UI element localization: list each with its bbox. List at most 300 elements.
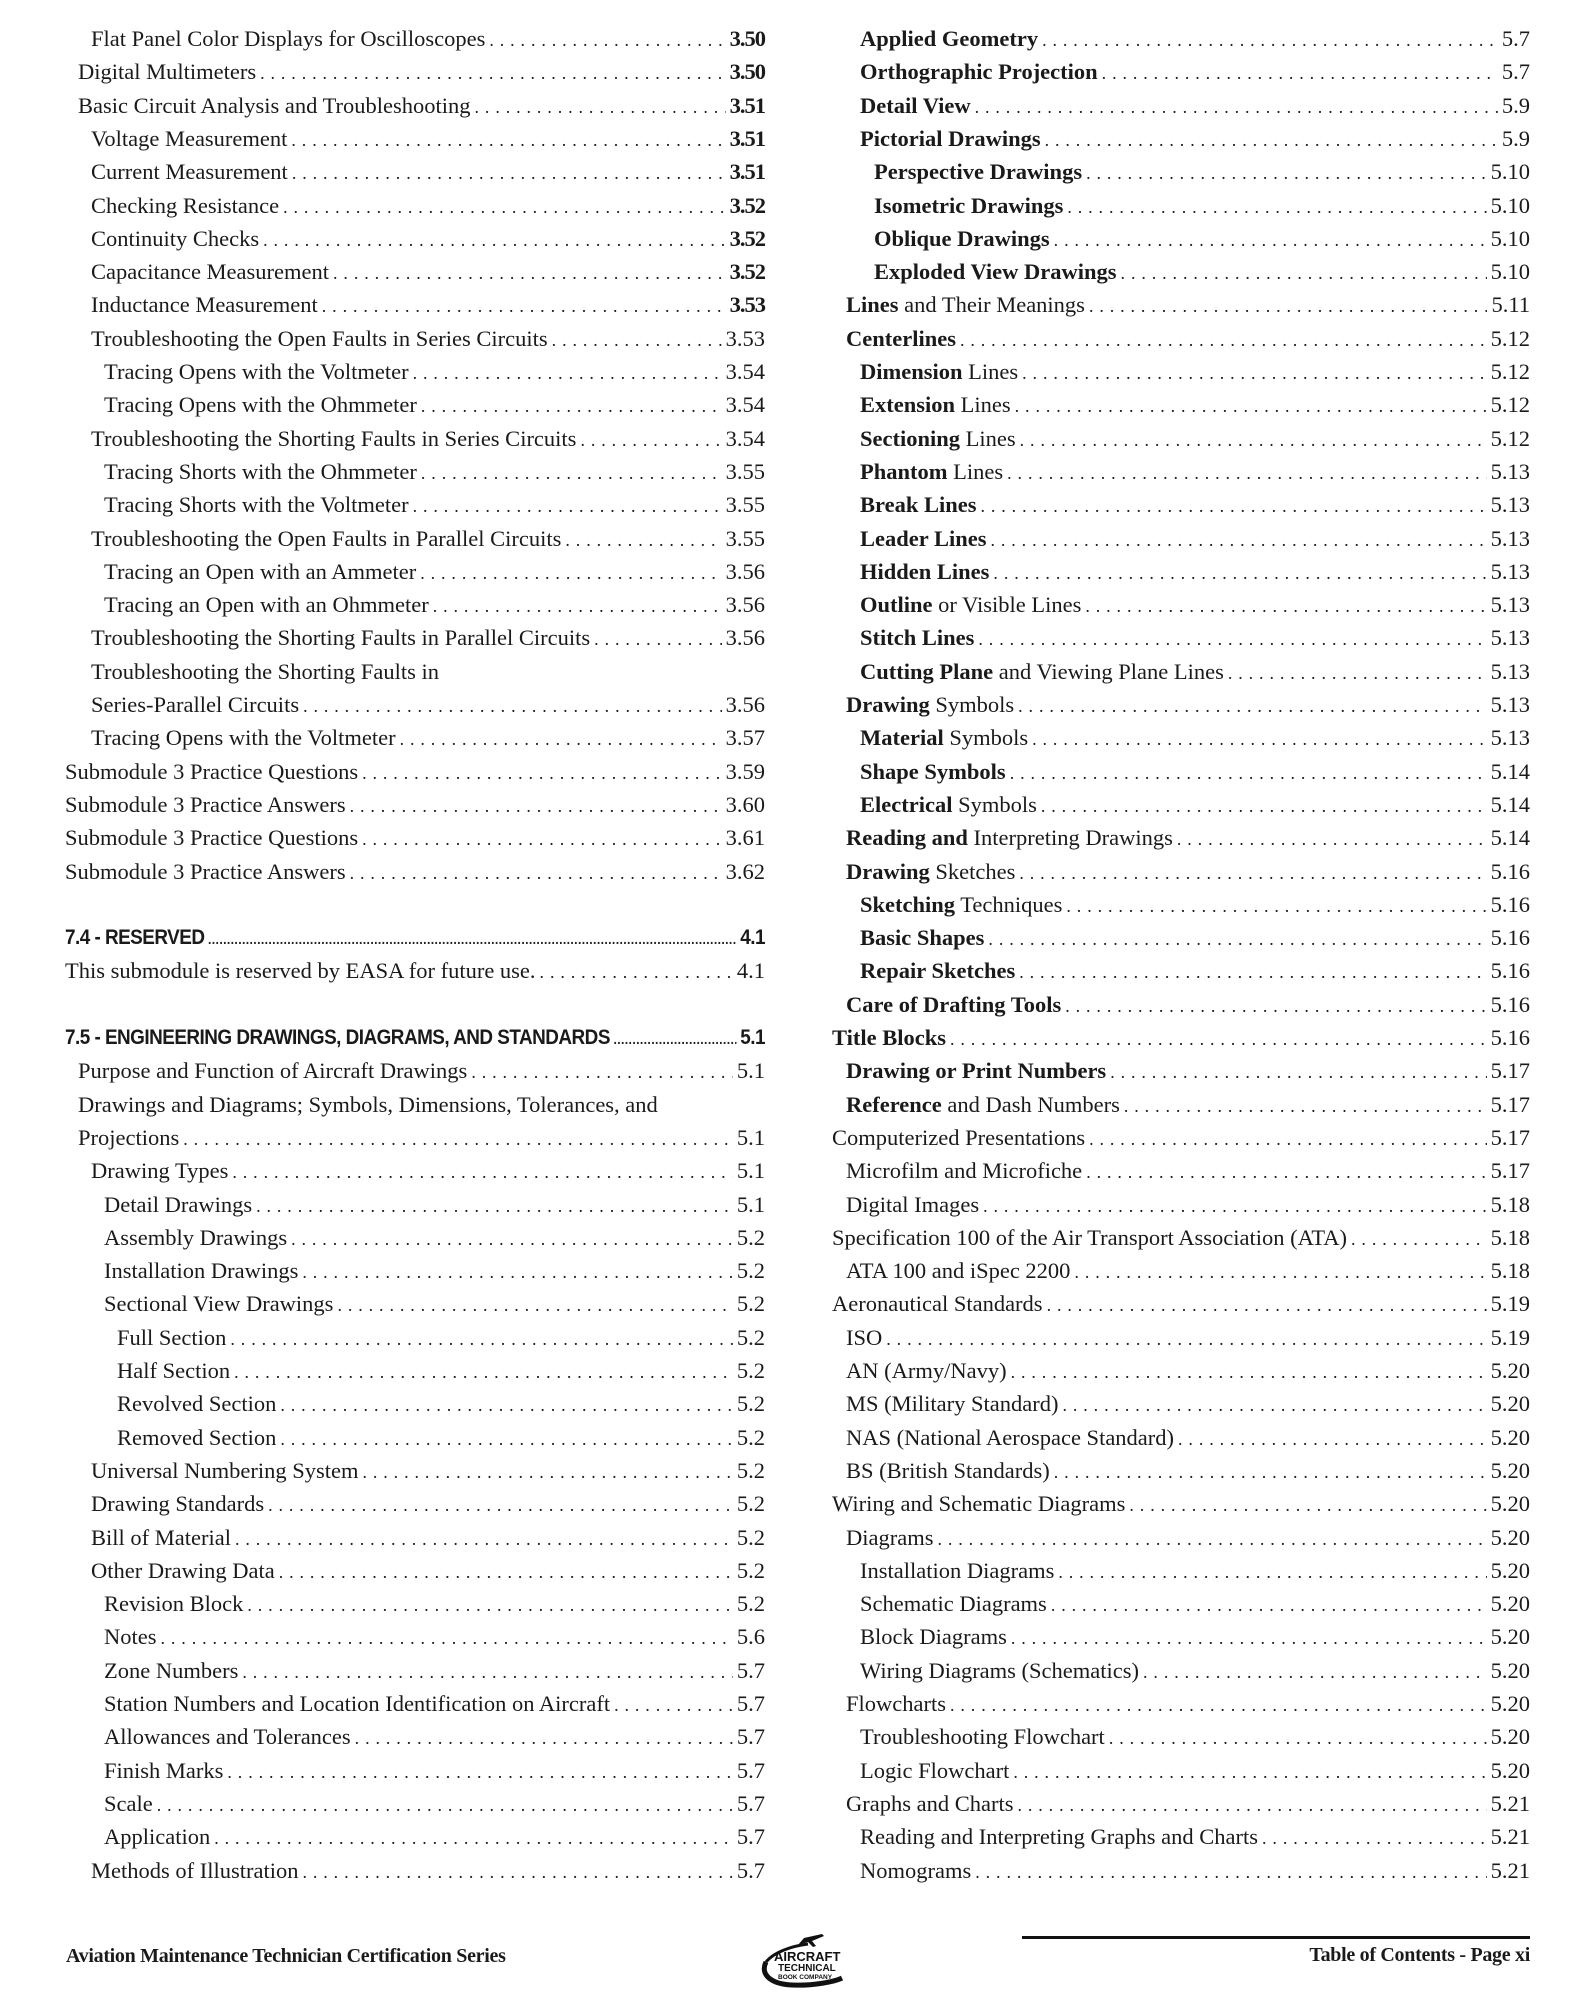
dot-leader [988, 923, 1486, 956]
dot-leader [362, 757, 722, 790]
toc-entry-title: Tracing an Open with an Ammeter [104, 558, 417, 584]
dot-leader [1022, 357, 1486, 390]
toc-page-number: 5.1 [740, 1025, 765, 1049]
toc-entry[interactable] [117, 1387, 765, 1420]
toc-page-number: 5.13 [1490, 658, 1530, 684]
toc-entry-title: 7.5 - ENGINEERING DRAWINGS, DIAGRAMS, AND STANDARDS [65, 1025, 610, 1049]
toc-entry[interactable] [104, 1787, 765, 1820]
dot-leader [993, 557, 1486, 590]
dot-leader [1086, 1156, 1486, 1189]
toc-page-number: 3.61 [725, 825, 765, 851]
toc-page-number: 5.13 [1490, 692, 1530, 717]
toc-page-number: 5.17 [1490, 1091, 1530, 1117]
toc-entry[interactable] [860, 89, 1530, 122]
toc-entry-title: This submodule is reserved by EASA for future use. [65, 958, 536, 984]
dot-leader [291, 124, 725, 157]
toc-entry[interactable] [846, 1421, 1530, 1454]
toc-entry-title: Revolved Section [117, 1391, 277, 1417]
toc-entry-title [846, 1254, 1070, 1287]
toc-page-number: 5.20 [1490, 1724, 1530, 1750]
toc-entry[interactable] [65, 788, 765, 821]
toc-entry[interactable] [860, 1554, 1530, 1587]
toc-entry[interactable] [78, 1088, 765, 1121]
toc-entry-title-bold: Oblique Drawings [874, 225, 1050, 251]
toc-entry[interactable] [104, 1720, 765, 1753]
dot-leader [1109, 1722, 1487, 1755]
toc-page-number: 5.20 [1490, 1491, 1530, 1517]
toc-entry-title [860, 1754, 1009, 1787]
toc-entry[interactable] [860, 621, 1530, 654]
toc-page-number: 5.7 [736, 1790, 765, 1816]
toc-section-heading[interactable] [65, 1021, 765, 1054]
toc-page-number: 5.1 [736, 1191, 765, 1217]
toc-entry-title [860, 422, 1016, 455]
dot-leader [279, 1556, 733, 1589]
toc-page-number: 3.54 [725, 359, 765, 384]
toc-entry[interactable] [91, 621, 765, 654]
toc-entry[interactable] [65, 821, 765, 854]
toc-entry[interactable] [860, 122, 1530, 155]
toc-entry[interactable] [91, 721, 765, 754]
toc-entry-title-rest: Lines [960, 425, 1016, 451]
toc-entry-title-rest: Wiring Diagrams (Schematics) [860, 1657, 1140, 1683]
toc-entry-title-bold: Shape Symbols [860, 758, 1006, 784]
toc-entry-title [874, 255, 1117, 288]
toc-page-number: 5.14 [1490, 758, 1530, 784]
toc-entry[interactable] [91, 122, 765, 155]
toc-entry-title-bold: Sectioning [860, 425, 961, 451]
toc-entry[interactable] [874, 155, 1530, 188]
toc-entry[interactable] [860, 1754, 1530, 1787]
toc-entry[interactable] [846, 322, 1530, 355]
toc-entry-title [860, 1820, 1258, 1853]
toc-entry-title [832, 1487, 1125, 1520]
dot-leader [183, 1123, 733, 1156]
toc-entry-title-bold: Break Lines [860, 492, 977, 518]
dot-leader [333, 257, 726, 290]
toc-entry-title: Troubleshooting the Open Faults in Series Circuits [91, 325, 548, 351]
toc-entry[interactable] [846, 1787, 1530, 1820]
toc-entry-title-bold: Centerlines [846, 325, 956, 351]
toc-entry[interactable] [846, 1188, 1530, 1221]
dot-leader [1124, 1090, 1487, 1123]
toc-entry[interactable] [91, 322, 765, 355]
dot-leader [1262, 1822, 1487, 1855]
toc-entry[interactable] [860, 522, 1530, 555]
toc-entry[interactable] [846, 1154, 1530, 1187]
toc-entry[interactable] [78, 1054, 765, 1087]
toc-entry-title-bold: Hidden Lines [860, 558, 990, 584]
toc-page-number: 3.50 [729, 26, 765, 51]
toc-entry[interactable] [860, 388, 1530, 421]
toc-entry-title: Universal Numbering System [91, 1457, 359, 1483]
toc-page-number: 5.20 [1490, 1691, 1530, 1716]
toc-entry[interactable] [860, 755, 1530, 788]
toc-entry-title [860, 888, 1062, 921]
toc-entry-title-bold: Perspective Drawings [874, 159, 1083, 185]
toc-entry[interactable] [104, 1287, 765, 1320]
dot-leader [1019, 857, 1486, 890]
toc-entry[interactable] [104, 1820, 765, 1853]
toc-entry[interactable] [860, 921, 1530, 954]
toc-entry[interactable] [91, 1454, 765, 1487]
dot-leader [1074, 1256, 1486, 1289]
toc-entry[interactable] [91, 422, 765, 455]
toc-entry-title: Half Section [117, 1358, 231, 1383]
toc-entry-title-bold: Exploded View Drawings [874, 259, 1117, 285]
toc-page-number: 3.52 [729, 259, 765, 285]
toc-entry[interactable] [91, 688, 765, 721]
toc-entry[interactable] [860, 721, 1530, 754]
toc-entry[interactable] [860, 22, 1530, 55]
toc-entry[interactable] [860, 455, 1530, 488]
toc-page-number: 5.2 [736, 1557, 765, 1583]
toc-entry[interactable] [860, 55, 1530, 88]
toc-entry[interactable] [874, 255, 1530, 288]
toc-entry[interactable] [860, 1587, 1530, 1620]
toc-entry-title: Station Numbers and Location Identification on Aircraft [104, 1691, 611, 1716]
toc-page-number: 3.59 [725, 758, 765, 784]
toc-entry-title: Submodule 3 Practice Answers [65, 858, 346, 884]
toc-entry-title-rest: Lines [962, 359, 1019, 384]
toc-entry[interactable] [860, 655, 1530, 688]
toc-entry-title-bold: Repair Sketches [860, 958, 1016, 984]
toc-entry-title [846, 1054, 1106, 1087]
toc-page-number: 5.20 [1490, 1424, 1530, 1450]
toc-entry[interactable] [104, 455, 765, 488]
toc-entry[interactable] [846, 688, 1530, 721]
toc-entry-title-rest: Wiring and Schematic Diagrams [832, 1491, 1126, 1517]
dot-leader [302, 1256, 733, 1289]
toc-entry-title: Current Measurement [91, 159, 288, 185]
toc-entry[interactable] [117, 1354, 765, 1387]
dot-leader [1121, 257, 1487, 290]
toc-entry[interactable] [860, 1820, 1530, 1853]
dot-leader [1054, 224, 1487, 257]
toc-page-number: 5.20 [1490, 1757, 1530, 1783]
toc-entry[interactable] [832, 1121, 1530, 1154]
toc-page-number: 3.55 [725, 492, 765, 518]
toc-entry[interactable] [78, 1121, 765, 1154]
toc-entry[interactable] [860, 1654, 1530, 1687]
dot-leader [950, 1023, 1487, 1056]
toc-entry-title [846, 821, 1173, 854]
toc-entry[interactable] [860, 588, 1530, 621]
toc-page-number: 5.2 [736, 1324, 765, 1350]
dot-leader [292, 157, 726, 190]
toc-entry[interactable] [104, 588, 765, 621]
toc-entry-title-bold: Leader Lines [860, 525, 987, 551]
toc-entry-title [860, 1654, 1139, 1687]
toc-entry-title: Notes [104, 1624, 157, 1650]
toc-entry-title: Tracing an Open with an Ohmmeter [104, 592, 429, 618]
toc-entry[interactable] [832, 1021, 1530, 1054]
toc-page-number: 5.13 [1490, 558, 1530, 584]
toc-entry[interactable] [65, 855, 765, 888]
dot-leader [1054, 1456, 1487, 1489]
toc-entry-title-bold: Care of Drafting Tools [846, 991, 1062, 1017]
dot-leader [1089, 1123, 1487, 1156]
toc-entry[interactable] [860, 788, 1530, 821]
toc-entry-title: Submodule 3 Practice Questions [65, 758, 359, 784]
toc-entry-title [860, 55, 1098, 88]
toc-entry[interactable] [91, 22, 765, 55]
toc-entry-title: Tracing Opens with the Ohmmeter [104, 392, 417, 418]
toc-entry[interactable] [104, 388, 765, 421]
dot-leader [362, 823, 722, 856]
toc-entry[interactable] [846, 288, 1530, 321]
toc-entry[interactable] [117, 1421, 765, 1454]
toc-entry-title: Purpose and Function of Aircraft Drawings [78, 1058, 468, 1084]
toc-entry-title-rest: NAS (National Aerospace Standard) [846, 1424, 1175, 1450]
toc-entry[interactable] [846, 1521, 1530, 1554]
toc-entry-title: Other Drawing Data [91, 1557, 275, 1583]
dot-leader [291, 1223, 733, 1256]
toc-entry-title-bold: Drawing [846, 858, 930, 884]
dot-leader [1058, 1556, 1486, 1589]
toc-entry[interactable] [104, 1620, 765, 1653]
toc-entry[interactable] [78, 55, 765, 88]
dot-leader [350, 857, 722, 890]
toc-entry[interactable] [846, 1054, 1530, 1087]
dot-leader [1228, 657, 1487, 690]
toc-entry-title-rest: Diagrams [846, 1524, 934, 1550]
toc-entry-title [860, 1620, 1007, 1653]
toc-entry-title [846, 1354, 1007, 1387]
toc-page-number: 5.16 [1490, 1025, 1530, 1050]
toc-entry[interactable] [91, 1521, 765, 1554]
toc-entry-title: Drawing Standards [91, 1491, 265, 1517]
toc-entry[interactable] [832, 1221, 1530, 1254]
toc-entry-title [860, 655, 1224, 688]
toc-entry[interactable] [860, 888, 1530, 921]
toc-entry-title-bold: Reference [846, 1091, 942, 1117]
toc-entry-title-rest: Aeronautical Standards [832, 1291, 1043, 1317]
toc-entry[interactable] [846, 821, 1530, 854]
dot-leader [283, 191, 726, 224]
dot-leader [614, 1689, 733, 1722]
dot-leader [230, 1323, 732, 1356]
toc-entry-title-rest: and Their Meanings [898, 292, 1085, 318]
toc-entry-title: Continuity Checks [91, 225, 260, 251]
toc-page-number: 5.2 [736, 1491, 765, 1517]
dot-leader [950, 1689, 1487, 1722]
dot-leader [1011, 1356, 1487, 1389]
toc-section-heading[interactable] [65, 921, 765, 954]
toc-entry-title [846, 1154, 1082, 1187]
toc-entry[interactable] [860, 1620, 1530, 1653]
toc-entry-title: Allowances and Tolerances [104, 1724, 351, 1750]
toc-entry[interactable] [874, 189, 1530, 222]
toc-entry[interactable] [860, 954, 1530, 987]
toc-entry-title [846, 1421, 1174, 1454]
toc-entry[interactable] [860, 422, 1530, 455]
toc-entry-title: Application [104, 1824, 211, 1850]
toc-entry[interactable] [860, 355, 1530, 388]
toc-page-number: 5.13 [1490, 525, 1530, 551]
toc-entry[interactable] [846, 1387, 1530, 1420]
toc-entry[interactable] [846, 1254, 1530, 1287]
toc-entry[interactable] [846, 1321, 1530, 1354]
footer-rule [1022, 1936, 1530, 1939]
toc-entry-title: Tracing Opens with the Voltmeter [91, 725, 396, 751]
toc-entry-title-rest: Computerized Presentations [832, 1124, 1086, 1150]
toc-entry-title [860, 755, 1006, 788]
toc-entry[interactable] [91, 522, 765, 555]
toc-entry-title-rest: Schematic Diagrams [860, 1591, 1047, 1617]
toc-entry[interactable] [91, 189, 765, 222]
toc-entry-title [860, 488, 976, 521]
toc-entry-title [846, 688, 1014, 721]
toc-entry[interactable] [104, 1254, 765, 1287]
toc-entry[interactable] [91, 255, 765, 288]
toc-page-number: 3.54 [725, 425, 765, 451]
toc-entry[interactable] [91, 288, 765, 321]
toc-entry-title-bold: Phantom [860, 458, 948, 484]
toc-page-number: 5.7 [736, 1691, 765, 1716]
dot-leader [1062, 1389, 1486, 1422]
toc-entry[interactable] [104, 1221, 765, 1254]
toc-entry[interactable] [104, 555, 765, 588]
dot-leader [1177, 823, 1487, 856]
dot-leader [1143, 1656, 1487, 1689]
toc-page-number: 5.10 [1490, 225, 1530, 251]
toc-entry-title [860, 555, 989, 588]
toc-entry[interactable] [104, 1587, 765, 1620]
toc-page-number: 5.1 [736, 1058, 765, 1084]
toc-entry[interactable] [91, 155, 765, 188]
toc-entry[interactable] [91, 1854, 765, 1887]
toc-entry[interactable] [860, 1720, 1530, 1753]
toc-entry[interactable] [104, 355, 765, 388]
toc-entry-title [832, 1287, 1043, 1320]
toc-entry[interactable] [874, 222, 1530, 255]
toc-entry[interactable] [117, 1321, 765, 1354]
dot-leader [552, 324, 722, 357]
toc-entry[interactable] [860, 555, 1530, 588]
toc-page-number: 5.2 [736, 1591, 765, 1617]
toc-entry-title: Series-Parallel Circuits [91, 692, 300, 717]
toc-entry-title-bold: Orthographic Projection [860, 59, 1098, 85]
dot-leader [471, 1056, 733, 1089]
toc-entry-title-rest: ISO [846, 1324, 883, 1350]
toc-page-number: 5.10 [1490, 159, 1530, 185]
toc-page-number: 5.13 [1490, 492, 1530, 518]
toc-entry-title: Zone Numbers [104, 1657, 239, 1683]
toc-page-number: 5.2 [736, 1258, 765, 1284]
toc-page-number: 5.18 [1490, 1258, 1530, 1284]
toc-entry-title-rest: and Dash Numbers [941, 1091, 1120, 1117]
toc-entry-title-rest: AN (Army/Navy) [846, 1358, 1007, 1383]
toc-page-number: 3.52 [729, 192, 765, 218]
toc-entry[interactable] [78, 89, 765, 122]
toc-entry[interactable] [91, 1554, 765, 1587]
toc-entry-title-rest: and Viewing Plane Lines [993, 658, 1224, 684]
toc-entry-title-bold: Lines [846, 292, 899, 318]
dot-leader [978, 623, 1486, 656]
toc-entry[interactable] [832, 1287, 1530, 1320]
toc-page-number: 5.16 [1490, 991, 1530, 1017]
toc-entry[interactable] [91, 655, 765, 688]
toc-entry[interactable] [832, 1487, 1530, 1520]
dot-leader [350, 790, 722, 823]
toc-entry-title [860, 1854, 971, 1887]
toc-entry-title-bold: Isometric Drawings [874, 192, 1064, 218]
toc-entry[interactable] [91, 222, 765, 255]
toc-entry-title-rest: Digital Images [846, 1191, 980, 1217]
toc-entry[interactable] [65, 954, 765, 987]
toc-entry[interactable] [846, 1354, 1530, 1387]
toc-entry-title [846, 1687, 946, 1720]
toc-entry-title-rest: Specification 100 of the Air Transport Association (ATA) [832, 1224, 1348, 1250]
toc-entry-title: Checking Resistance [91, 192, 280, 218]
dot-leader [1020, 424, 1487, 457]
toc-entry-title [874, 155, 1082, 188]
toc-entry-title [846, 1521, 933, 1554]
toc-page-number: 5.2 [736, 1224, 765, 1250]
toc-page-number: 5.2 [736, 1524, 765, 1550]
toc-entry-title-rest: Flowcharts [846, 1691, 946, 1716]
toc-page-number: 5.9 [1501, 125, 1530, 151]
svg-text:BOOK COMPANY: BOOK COMPANY [778, 1974, 833, 1981]
dot-leader [565, 524, 721, 557]
toc-entry[interactable] [846, 855, 1530, 888]
dot-leader [421, 457, 722, 490]
toc-entry-title: Installation Drawings [104, 1258, 299, 1284]
dot-leader [1051, 1589, 1487, 1622]
dot-leader [1019, 956, 1486, 989]
toc-page-number: 5.11 [1491, 292, 1530, 318]
toc-entry[interactable] [65, 755, 765, 788]
toc-entry-title [846, 288, 1085, 321]
dot-leader [1110, 1056, 1486, 1089]
toc-entry-title: Removed Section [117, 1424, 277, 1450]
dot-leader [247, 1589, 733, 1622]
toc-entry[interactable] [860, 488, 1530, 521]
toc-entry[interactable] [846, 1687, 1530, 1720]
toc-page-number: 3.51 [729, 125, 765, 151]
toc-entry-title-bold: Basic Shapes [860, 925, 985, 951]
dot-leader [433, 590, 722, 623]
toc-entry-title: Capacitance Measurement [91, 259, 330, 285]
toc-entry[interactable] [104, 1687, 765, 1720]
toc-page-number: 5.2 [736, 1424, 765, 1450]
toc-page-number: 5.1 [736, 1124, 765, 1150]
dot-leader [980, 490, 1486, 523]
toc-page-number: 5.20 [1490, 1391, 1530, 1417]
toc-page-number: 5.7 [1501, 26, 1530, 51]
toc-entry[interactable] [846, 988, 1530, 1021]
toc-entry[interactable] [91, 1154, 765, 1187]
toc-entry[interactable] [860, 1854, 1530, 1887]
toc-page-number: 5.2 [736, 1291, 765, 1317]
toc-entry[interactable] [104, 1654, 765, 1687]
toc-entry-title-rest: Symbols [929, 692, 1015, 717]
toc-entry[interactable] [104, 1754, 765, 1787]
toc-entry-title [832, 1221, 1347, 1254]
dot-leader [337, 1289, 732, 1322]
toc-entry[interactable] [91, 1487, 765, 1520]
toc-entry[interactable] [104, 1188, 765, 1221]
toc-entry[interactable] [104, 488, 765, 521]
toc-entry[interactable] [846, 1454, 1530, 1487]
toc-page-number: 3.53 [729, 292, 765, 318]
toc-page-number: 5.20 [1490, 1457, 1530, 1483]
toc-entry[interactable] [846, 1088, 1530, 1121]
toc-entry-title: Tracing Opens with the Voltmeter [104, 359, 409, 384]
toc-page-number: 5.18 [1490, 1224, 1530, 1250]
toc-entry-title: Tracing Shorts with the Ohmmeter [104, 458, 417, 484]
